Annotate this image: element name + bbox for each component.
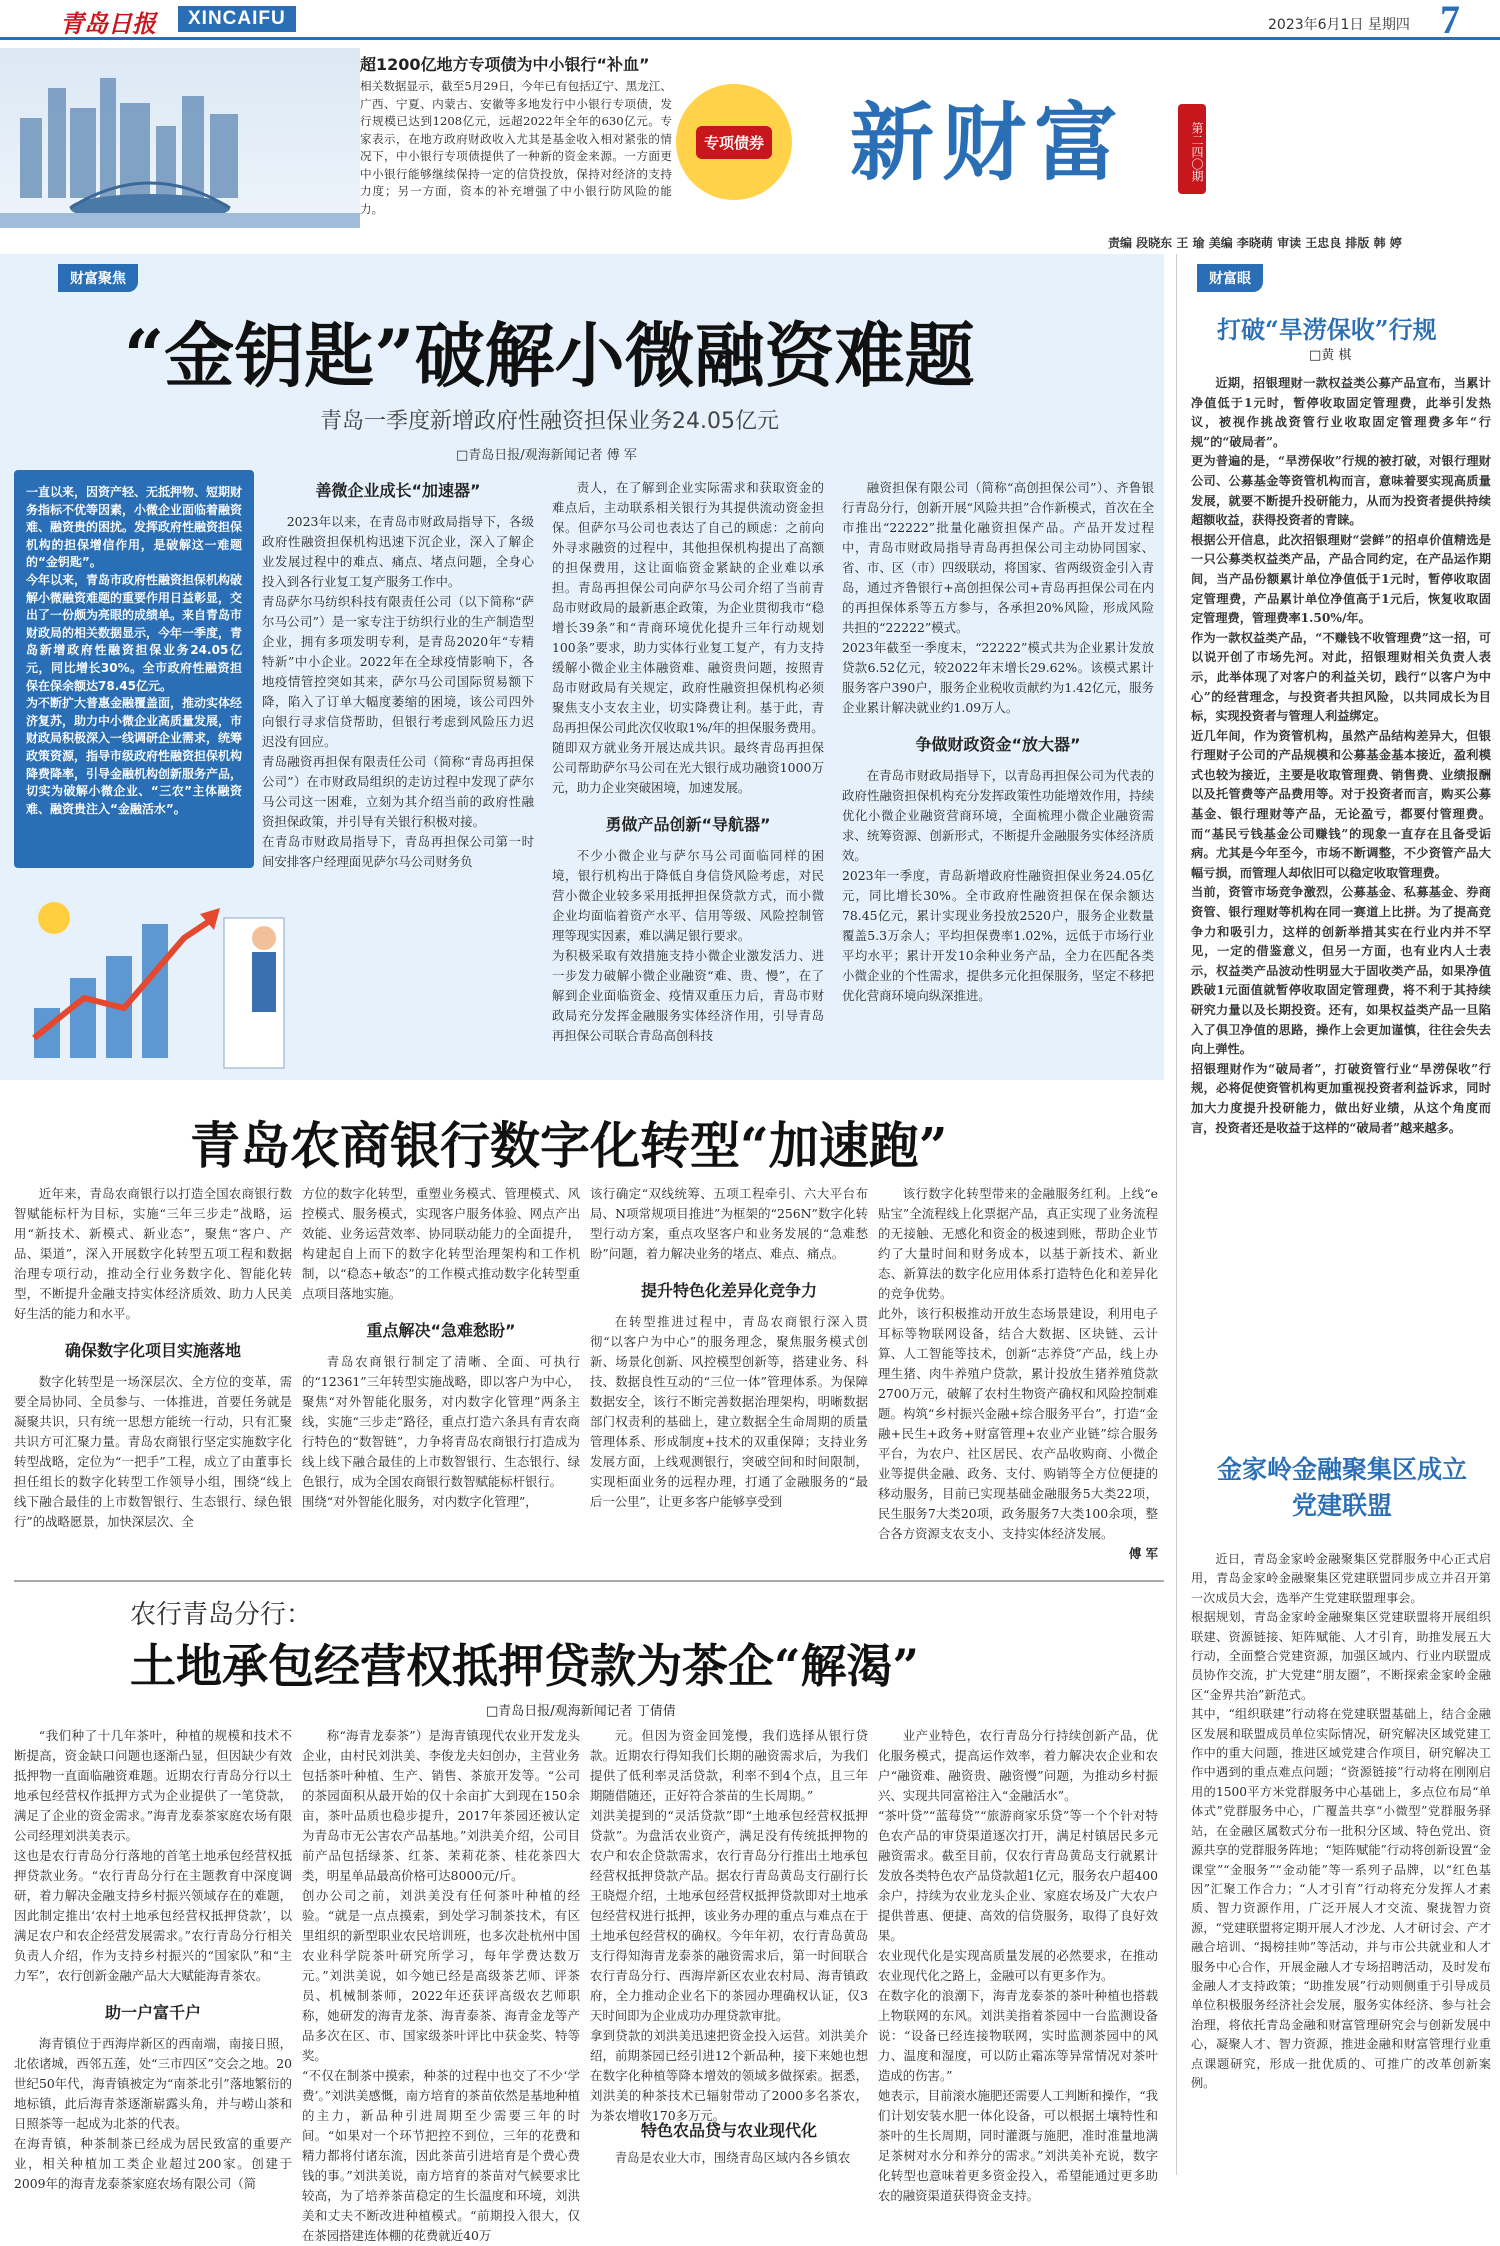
subhead-implementation: 确保数字化项目实施落地 — [64, 1341, 241, 1360]
right-tag: 财富眼 — [1197, 264, 1263, 292]
banner-area — [0, 48, 1500, 250]
main-col1 — [262, 478, 534, 1074]
issue-date: 2023年6月1日 星期四 — [1268, 17, 1410, 33]
tea-col4 — [878, 1726, 1158, 2203]
section-label-text: XINCAIFU — [188, 8, 286, 29]
special-bond-badge-text: 专项债券 — [696, 126, 772, 159]
tea-col4-text: 业产业特色，农行青岛分行持续创新产品，优化服务模式，提高运作效率，着力解决农企业和农户“融资难、融资贵、融资慢”问题，为推动乡村振兴、实现共同富裕注入“金融活水”。 “茶叶贷”“蓝莓贷”“旅游商家乐贷”等一个个针对特色农产品的审贷渠道逐次打开，满足村镇居民多元融资需求。截至目前，仅农行青岛黄岛支行就累计发放各类特色农产品贷款超1亿元，服务农户超400余户，持续为农业龙头企业、家庭农场及广大农户提供普惠、便捷、高效的信贷服务，取得了良好效果。 农业现代化是实现高质量发展的必然要求，在推动农业现代化之路上，金融可以有更多作为。 在数字化的浪潮下，海青龙泰茶的茶叶种植也搭载上物联网的东风。刘洪美指着茶园中一台监测设备说：“设备已经连接物联网，实时监测茶园中的风力、温度和湿度，可以防止霜冻等异常情况对茶叶造成的伤害。” 她表示，目前滚水施肥还需要人工判断和操作，“我们计划安装水肥一体化设备，可以根据土壤特性和茶叶的生长周期，同时灌溉与施肥，准时准量地满足茶树对水分和养分的需求。”刘洪美补充说，数字化转型也意味着更多资金投入，希望能通过更多助农的融资渠道获得资金支持。 — [878, 1728, 1158, 2203]
main-col1-text: 2023年以来，在青岛市财政局指导下，各级政府性融资担保机构迅速下沉企业，深入了解企业发展过程中的难点、痛点、堵点问题，全身心投入到各行业复工复产服务工作中。 青岛萨尔马纺织科技有限责任公司（以下简称“萨尔马公司”）是一家专注于纺织行业的生产制造型企业，拥有多项发明专利，是青岛2020年“专精特新”中小企业。2022年在全球疫情影响下，各地疫情管控突如其来，萨尔马公司国际贸易额下降，陷入了订单大幅度萎缩的困境，该公司四外向银行寻求信贷帮助，但银行考虑到风险压力迟迟没有回应。 青岛融资再担保有限责任公司（简称“青岛再担保公司”）在市财政局组织的走访过程中发现了萨尔马公司这一困难，立刻为其介绍当前的政府性融资担保政策，并引导有关银行积极对接。 在青岛市财政局指导下，青岛再担保公司第一时间安排客户经理面见萨尔马公司财务负 — [262, 514, 534, 869]
tea-col2-text: 称“海青龙泰茶”）是海青镇现代农业开发龙头企业，由村民刘洪美、李俊龙夫妇创办，主营业务包括茶叶种植、生产、销售、茶旅开发等。“公司的茶园面积从最开始的仅十余亩扩大到现在150余亩，茶叶品质也稳步提升，2017年茶园还被认定为青岛市无公害农产品基地。”刘洪美介绍，公司目前产品包括绿茶、红茶、茉莉花茶、桂花茶四大类，明星单品最高价格可达8000元/斤。 创办公司之前，刘洪美没有任何茶叶种植的经验。“就是一点点摸索，到处学习制茶技术，有区里组织的新型职业农民培训班，也多次赴杭州中国农业科学院茶叶研究所学习，每年学费达数万元。”刘洪美说，如今她已经是高级茶艺师、评茶员、机械制茶师，2022年还获评高级农艺师职称，她研发的海青龙茶、海青泰茶、海青金龙等产品多次在区、市、国家级茶叶评比中获金奖、特等奖。 “不仅在制茶中摸索，种茶的过程中也交了不少‘学费’。”刘洪美感慨，南方培育的茶苗依然是基地种植的主力，新品种引进周期至少需要三年的时间。“如果对一个环节把控不到位，三年的花费和精力都将付诸东流，因此茶苗引进培育是个费心费钱的事。”刘洪美说，南方培育的茶苗对气候要求比较高，为了培养茶苗稳定的生长温度和环境，刘洪美和丈夫不断改进种植模式。“前期投入很大，仅在茶园搭建连体棚的花费就近40万 — [302, 1728, 580, 2243]
paper-logo: 青岛日报 — [60, 9, 156, 38]
main-col3 — [842, 478, 1154, 1074]
subhead-amplifier: 争做财政资金“放大器” — [915, 735, 1081, 754]
digital-col3-text: 该行确定“双线统筹、五项工程牵引、六大平台布局、N项常规项目推进”为框架的“256N”数字化转型行动方案，重点攻坚客户和业务发展的“急难愁盼”问题，着力解决业务的堵点、难点、痛点。 — [590, 1186, 868, 1261]
right-column — [1176, 254, 1500, 2175]
main-headline: “金钥匙”破解小微融资难题 — [124, 314, 975, 397]
tea-col3-text: 元。但因为资金回笼慢，我们选择从银行贷款。近期农行得知我们长期的融资需求后，为我们提供了低利率灵活贷款，利率不到4个点，且三年期随借随还，正好符合茶苗的生长周期。” 刘洪美提到的“灵活贷款”即“土地承包经营权抵押贷款”。为盘活农业资产，满足没有传统抵押物的农户和农企贷款需求，农行青岛分行推出土地承包经营权抵押贷款产品。据农行青岛黄岛支行副行长王晓煜介绍，土地承包经营权抵押贷款即对土地承包经营权进行抵押，该业务办理的重点与难点在于土地承包经营权的确权。今年年初，农行青岛黄岛支行得知海青龙泰茶的融资需求后，第一时间联合农行青岛分行、西海岸新区农业农村局、海青镇政府，全力推动企业名下的茶园办理确权认证，仅3天时间即为企业成功办理贷款审批。 拿到贷款的刘洪美迅速把资金投入运营。刘洪美介绍，前期茶园已经引进12个新品种，接下来她也想在数字化种植等降本增效的领域多做探索。据悉，刘洪美的种茶技术已辐射带动了2000多名茶农，为茶农增收170多万元。 — [590, 1728, 868, 2123]
tea-col3 — [590, 1726, 868, 2172]
union-headline: 金家岭金融聚集区成立党建联盟 — [1216, 1455, 1467, 1520]
main-col2b-text: 不少小微企业与萨尔马公司面临同样的困境，银行机构出于降低自身信贷风险考虑，对民营小微企业较多采用抵押担保贷款方式，而小微企业均面临着资产水平、信用等级、风险控制管理等现实因素，难以满足银行要求。 为积极采取有效措施支持小微企业激发活力、进一步发力破解小微企业融资“难、贵、慢”，在了解到企业面临资金、疫情双重压力后，青岛市财政局充分发挥金融服务实体经济作用，引导青岛再担保公司联合青岛高创科技 — [552, 848, 824, 1043]
digital-col1-text: 近年来，青岛农商银行以打造全国农商银行数智赋能标杆为目标，实施“三年三步走”战略，运用“新技术、新模式、新业态”，聚焦“客户、产品、渠道”，深入开展数字化转型五项工程和数据治理专项行动，推动全行业务数字化、智能化转型，不断提升金融支持实体经济质效、助力人民美好生活的能力和水平。 — [14, 1186, 292, 1321]
subhead-help-households: 助一户富千户 — [104, 2003, 201, 2022]
digital-col4 — [878, 1184, 1158, 1574]
digital-col3 — [590, 1184, 868, 1574]
main-col3b-text: 在青岛市财政局指导下，以青岛再担保公司为代表的政府性融资担保机构充分发挥政策性功能增效作用，持续优化小微企业融资营商环境，全面梳理小微企业融资需求、统筹资源、创新形式，不断提升金融服务实体经济质效。 2023年一季度，青岛新增政府性融资担保业务24.05亿元，同比增长30%。全市政府性融资担保在保余额达78.45亿元，累计实现业务投放2520户，服务企业数量覆盖5.3万余人；平均担保费率1.02%，远低于市场行业平均水平；累计开发10余种业务产品，全力在匹配各类小微企业的个性需求，提供多元化担保服务，坚定不移把优化营商环境向纵深推进。 — [842, 768, 1154, 1003]
main-tag: 财富聚焦 — [58, 264, 138, 292]
main-col3-text: 融资担保有限公司（简称“高创担保公司”）、齐鲁银行青岛分行，创新开展“风险共担”合作新模式，首次在全市推出“22222”批量化融资担保产品。产品开发过程中，青岛市财政局指导青岛再担保公司主动协同国家、省、市、区（市）四级联动，将国家、省两级资金引入青岛，通过齐鲁银行+高创担保公司+青岛再担保公司在内的再担保体系等五方参与，各承担20%风险，形成风险共担的“22222”模式。 2023年截至一季度末，“22222”模式共为企业累计发放贷款6.52亿元，较2022年末增长29.62%。该模式累计服务客户390户，服务企业税收贡献约为1.42亿元，服务企业累计解决就业约1.09万人。 — [842, 480, 1154, 715]
brand-issue — [1178, 104, 1206, 194]
tea-col1-text: “我们种了十几年茶叶，种植的规模和技术不断提高，资金缺口问题也逐渐凸显，但因缺少有效抵押物一直面临融资难题。近期农行青岛分行以土地承包经营权作抵押方式为企业提供了一笔贷款，满足了企业的资金需求。”海青龙泰茶家庭农场有限公司经理刘洪美表示。 这也是农行青岛分行落地的首笔土地承包经营权抵押贷款业务。“农行青岛分行在主题教育中深度调研，着力解决金融支持乡村振兴领域存在的难题，因此制定推出‘农村土地承包经营权抵押贷款’，以满足农户和农企经营发展需求。”农行青岛分行相关负责人介绍，作为支持乡村振兴的“国家队”和“主力军”，农行创新金融产品大大赋能海青茶农。 — [14, 1728, 292, 1983]
main-col2 — [552, 478, 824, 1074]
subhead-competitiveness: 提升特色化差异化竞争力 — [640, 1281, 817, 1300]
subhead-agri-modernization: 特色农品贷与农业现代化 — [640, 2121, 817, 2140]
subhead-navigator: 勇做产品创新“导航器” — [605, 815, 771, 834]
digital-article — [0, 1184, 1164, 1574]
tea-col3b-text: 青岛是农业大市，围绕青岛区域内各乡镇农 — [614, 2150, 851, 2165]
right-headline: 打破“旱涝保收”行规 — [1217, 315, 1437, 344]
digital-author: 傅 军 — [1128, 1546, 1158, 1561]
right-body: 近期，招银理财一款权益类公募产品宣布，当累计净值低于1元时，暂停收取固定管理费，此举引发热议，被视作挑战资管行业收取固定管理费多年“行规”的“破局者”。 更为普遍的是，“旱涝保收”行规的被打破，对银行理财公司、公募基金等资管机构而言，意味着要实现高质量发展，就要不断提升投研能力，从而为投资者提供持续超额收益，获得投资者的青睐。 根据公开信息，此次招银理财“尝鲜”的招卓价值精选是一只公募类权益类产品，产品合同约定，在产品运作期间，当产品份额累计单位净值低于1元时，暂停收取固定管理费，产品累计单位净值高于1元后，恢复收取固定管理费，管理费率1.50%/年。 作为一款权益类产品，“不赚钱不收管理费”这一招，可以说开创了市场先河。对此，招银理财相关负责人表示，此举体现了对客户的利益关切，践行“以客户为中心”的经营理念，与投资者共担风险，以共同成长为目标，实现投资者与管理人利益绑定。 近几年间，作为资管机构，虽然产品结构差异大，但银行理财子公司的产品规模和公募基金基本接近，盈利模式也较为接近，主要是收取管理费、销售费、业绩报酬以及托管费等产品费用等。对于投资者而言，购买公募基金、银行理财等产品，无论盈亏，都要付管理费。而“基民亏钱基金公司赚钱”的现象一直存在且备受诟病。尤其是今年至今，市场不断调整，不少资管产品大幅亏损，而管理人却依旧可以稳定收取管理费。 当前，资管市场竞争激烈，公募基金、私募基金、券商资管、银行理财等机构在同一赛道上比拼。为了提高竞争力和吸引力，这样的创新举措其实在行业内并不罕见，一定的借鉴意义，但另一方面，也有业内人士表示，权益类产品波动性明显大于固收类产品，如果净值跌破1元面值就暂停收取固定管理费，将不利于其持续研究力量以及长期投资。还有，如果权益类产品一旦陷入了俱卫净值的思路，操作上会更加谨慎，往往会失去向上弹性。 招银理财作为“破局者”，打破资管行业“旱涝保收”行规，必将促使资管机构更加重视投资者利益诉求，同时加大力度提升投研能力，做出好业绩，从这个角度而言，投资者还是收益于这样的“破局者”越来越多。 — [1191, 376, 1491, 1135]
special-bond-badge — [676, 84, 792, 200]
top-story-title: 超1200亿地方专项债为中小银行“补血” — [360, 55, 650, 74]
brand-title: 新财富 — [850, 93, 1127, 192]
digital-col2-text: 方位的数字化转型，重塑业务模式、管理模式、风控模式、服务模式，实现客户服务体验、网点产出效能、业务运营效率、协同联动能力的全面提升，构建起自上而下的数字化转型治理架构和工作机制，以“稳态+敏态”的工作模式推动数字化转型重点项目落地实施。 — [302, 1186, 580, 1301]
tea-kicker: 农行青岛分行： — [130, 1600, 313, 1630]
lead-box — [14, 470, 254, 868]
union-body: 近日，青岛金家岭金融聚集区党群服务中心正式启用，青岛金家岭金融聚集区党建联盟同步成立并召开第一次成员大会，选举产生党建联盟理事会。 根据规划，青岛金家岭金融聚集区党建联盟将开展组织联建、资源链接、矩阵赋能、人才引育，助推发展五大行动，全面整合党建资源，加强区域内、行业内联盟成员协作交流，扩大党建“朋友圈”，不断探索金家岭金融区“金界共治”新范式。 其中，“组织联建”行动将在党建联盟基础上，结合金融区发展和联盟成员单位实际情况，研究解决区域党建工作中的重大问题，推进区域党建合作项目，研究解决工作中遇到的重点难点问题；“资源链接”行动将在刚刚启用的1500平方米党群服务中心基础上，多点位布局“单体式”党群服务中心，广覆盖共享“小微型”党群服务驿站，在金融区属数式分布一批积分区域、特色党出、资源共享的党群服务阵地；“矩阵赋能”行动将创新设置“金课堂”“金服务”“金动能”等一系列子品牌，以“红色基因”汇聚工作合力；“人才引育”行动将充分发挥人才素质、智力资源作用，广泛开展人才交流、聚拢智力资源，“党建联盟将定期开展人才沙龙、人才研讨会、产才融合培训、“揭榜挂帅”等活动，并与市公共就业和人才服务中心合作，开展金融人才专场招聘活动，及时发布金融人才支持政策；“助推发展”行动则侧重于引导成员单位积极服务经济社会发展，服务实体经济、参与社会治理，将依托青岛金融和财富管理研究会与创新发展中心，凝聚人才、智力资源，推进金融和财富管理行业重点课题研究，形成一批优质的、可推广的改革创新案例。 — [1191, 1552, 1491, 2090]
top-story-body: 相关数据显示，截至5月29日，今年已有包括辽宁、黑龙江、广西、宁夏、内蒙古、安徽等多地发行中小银行专项债，发行规模已达到1208亿元，远超2022年全年的630亿元。专家表示，在地方政府财政收入尤其是基金收入相对紧张的情况下，中小银行专项债提供了一种新的资金来源。一方面更中小银行能够继续保持一定的信贷投放，保持对经济的支持力度；另一方面，资本的补充增强了中小银行防风险的能力。 — [360, 79, 672, 216]
city-skyline-illustration — [0, 48, 360, 228]
section-divider — [14, 1580, 1164, 1582]
digital-col2 — [302, 1184, 580, 1574]
masthead-bar — [0, 0, 1500, 40]
digital-col4-text: 该行数字化转型带来的金融服务红利。上线“e贴宝”全流程线上化票据产品，真正实现了业务流程的无接触、无感化和资金的极速到账，帮助企业节约了大量时间和财务成本，以基于新技术、新业态、新算法的数字化应用体系打造特色化和差异化的竞争优势。 此外，该行积极推动开放生态场景建设，利用电子耳标等物联网设备，结合大数据、区块链、云计算、人工智能等技术，创新“志养贷”产品，线上办理生猪、肉牛养殖户贷款，累计投放生猪养殖贷款2700万元，破解了农村生物资产确权和风险控制难题。构筑“乡村振兴金融+综合服务平台”，打造“金融+民生+政务+财富管理+农业产业链”综合服务平台，为农户、社区居民、农产品收购商、小微企业等提供金融、政务、支付、购销等全方位便捷的移动服务，目前已实现基础金融服务5大类22项，民生服务7大类20项，政务服务7大类100余项，整合各方资源支农支小、支持实体经济发展。 — [878, 1186, 1158, 1541]
digital-headline: 青岛农商银行数字化转型“加速跑” — [190, 1116, 948, 1175]
tea-headline: 土地承包经营权抵押贷款为茶企“解渴” — [130, 1639, 919, 1693]
tea-article — [0, 1726, 1164, 2243]
tea-col1 — [14, 1726, 292, 2191]
right-byline: □黄 棋 — [1309, 348, 1352, 363]
tea-byline: □青岛日报/观海新闻记者 丁倩倩 — [486, 1704, 676, 1719]
digital-col3b-text: 在转型推进过程中，青岛农商银行深入贯彻“以客户为中心”的服务理念，聚焦服务模式创新、场景化创新、风控模型创新等，搭建业务、科技、数据良性互动的“三位一体”管理体系。为保障数据安全，该行不断完善数据治理架构，明晰数据部门权责利的基础上，建立数据全生命周期的质量管理体系、形成制度+技术的双重保障；支持业务发展方面，上线观测银行，突破空间和时间限制，实现柜面业务的远程办理，打通了金融服务的“最后一公里”，让更多客户能够享受到 — [590, 1314, 868, 1509]
digital-col1 — [14, 1184, 292, 1574]
tea-col1b-text: 海青镇位于西海岸新区的西南端，南接日照，北依诸城，西邻五莲，处“三市四区”交会之地。20世纪50年代，海青镇被定为“南茶北引”落地繁衍的地标镇，此后海青茶逐渐崭露头角，并与崂山茶和日照茶等一起成为北茶的代表。 在海青镇，种茶制茶已经成为居民致富的重要产业，相关种植加工类企业超过200家。创建于2009年的海青龙泰茶家庭农场有限公司（简 — [14, 2036, 292, 2191]
brand-issue-text: 第二四〇期 — [1190, 122, 1204, 182]
editor-credits: 责编 段晓东 王 瑜 美编 李晓萌 审读 王忠良 排版 韩 婷 — [1108, 236, 1402, 250]
subhead-accelerator: 善微企业成长“加速器” — [315, 481, 481, 500]
main-col2-text: 责人，在了解到企业实际需求和获取资金的难点后，主动联系相关银行为其提供流动资金担保。但萨尔马公司也表达了自己的顾虑：之前向外寻求融资的过程中，其他担保机构提出了高额的担保费用，这让面临资金紧缺的企业难以承担。青岛再担保公司向萨尔马公司介绍了当前青岛市财政局的最新惠企政策，为企业贯彻我市“稳增长39条”和“青商环境优化提升三年行动规划100条”要求，助力实体行业复工复产，有力支持缓解小微企业主体融资难、融资贵问题，按照青岛市财政局有关规定，政府性融资担保机构必须聚焦支小支农主业，切实降费让利。基于此，青岛再担保公司此次仅收取1%/年的担保服务费用。 随即双方就业务开展达成共识。最终青岛再担保公司帮助萨尔马公司在光大银行成功融资1000万元，助力企业突破困境，加速发展。 — [552, 480, 824, 795]
main-byline: □青岛日报/观海新闻记者 傅 军 — [456, 448, 637, 463]
digital-col1b-text: 数字化转型是一场深层次、全方位的变革，需要全局协同、全员参与、一体推进，首要任务就是凝聚共识，只有统一思想方能统一行动，只有汇聚共识方可汇聚力量。青岛农商银行坚定实施数字化转型战略，定位为“一把手”工程，成立了由董事长担任组长的数字化转型工作领导小组，围绕“线上线下融合最佳的上市数智银行、生态银行、绿色银行”的战略愿景，加快深层次、全 — [14, 1374, 292, 1529]
page-number: 7 — [1440, 0, 1460, 42]
digital-col2b-text: 青岛农商银行制定了清晰、全面、可执行的“12361”三年转型实施战略，即以客户为中心，聚焦“对外智能化服务，对内数字化管理”两条主线，实施“三步走”路径，重点打造六条具有青农商行特色的“数智链”，力争将青岛农商银行打造成为线上线下融合最佳的上市数智银行、生态银行、绿色银行，成为全国农商银行数智赋能标杆银行。 围绕“对外智能化服务，对内数字化管理”， — [302, 1354, 580, 1509]
main-feature-panel — [0, 254, 1164, 1080]
tea-col2 — [302, 1726, 580, 2243]
subhead-urgent-needs: 重点解决“急难愁盼” — [366, 1321, 516, 1340]
section-label — [178, 6, 296, 32]
lead-text: 一直以来，因资产轻、无抵押物、短期财务指标不优等因素，小微企业面临着融资难、融资贵的困扰。发挥政府性融资担保机构的担保增信作用，是破解这一难题的“金钥匙”。 今年以来，青岛市政府性融资担保机构破解小微融资难题的重要作用日益彰显，交出了一份颇为亮眼的成绩单。来自青岛市财政局的相关数据显示，今年一季度，青岛新增政府性融资担保业务24.05亿元，同比增长30%。全市政府性融资担保在保余额达78.45亿元。 为不断扩大普惠金融覆盖面，推动实体经济复苏，助力中小微企业高质量发展，市财政局积极深入一线调研企业需求，统筹政策资源，指导市级政府性融资担保机构降费降率，引导金融机构创新服务产品，切实为破解小微企业、“三农”主体融资难、融资贵注入“金融活水”。 — [26, 485, 243, 816]
main-subhead: 青岛一季度新增政府性融资担保业务24.05亿元 — [320, 409, 779, 434]
